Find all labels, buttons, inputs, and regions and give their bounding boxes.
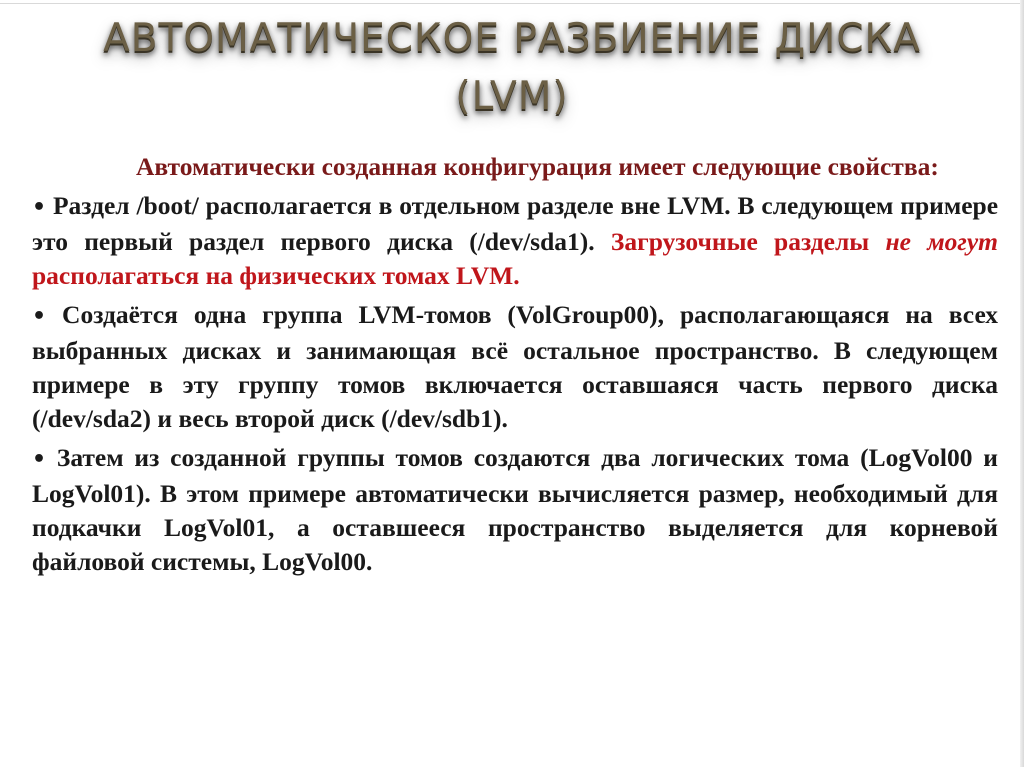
bullet-item-logvol bbox=[32, 441, 998, 579]
warning-text-start: Загрузочные разделы bbox=[610, 227, 886, 256]
bullet-icon: • bbox=[32, 447, 47, 472]
right-border bbox=[1020, 0, 1024, 767]
bullet-icon: • bbox=[32, 304, 47, 329]
top-divider bbox=[0, 3, 1024, 4]
slide-body bbox=[32, 150, 998, 584]
slide-title-line-1: АВТОМАТИЧЕСКОЕ РАЗБИЕНИЕ ДИСКА bbox=[103, 16, 921, 61]
bullet-text-boot: Раздел /boot/ располагается в отдельном разделе вне LVM. В следующем примере это первый раздел первого диска (/dev/sda1). bbox=[32, 191, 999, 256]
bullet-item-boot bbox=[32, 189, 998, 293]
slide-title bbox=[30, 10, 994, 126]
bullet-item-volgroup bbox=[32, 298, 998, 436]
intro-paragraph: Автоматически созданная конфигурация имеет следующие свойства: bbox=[136, 152, 939, 181]
bullet-icon: • bbox=[32, 195, 47, 220]
warning-text-end: располагаться на физических томах LVM. bbox=[32, 261, 520, 290]
slide-title-line-2: (LVM) bbox=[455, 74, 569, 119]
bullet-text-logvol: Затем из созданной группы томов создаются два логических тома (LogVol00 и LogVol01). В этом примере автоматически вычисляется размер, необходимый для подкачки LogVol01, а оставшееся пространство выделяется для корневой файловой системы, LogVol00. bbox=[32, 443, 998, 576]
warning-emphasis: не могут bbox=[885, 227, 998, 256]
bullet-text-volgroup: Создаётся одна группа LVM-томов (VolGroup00), располагающаяся на всех выбранных дисках и занимающая всё остальное пространство. В следующем примере в эту группу томов включается оставшаяся часть первого диска (/dev/sda2) и весь второй диск (/dev/sdb1). bbox=[32, 300, 998, 433]
